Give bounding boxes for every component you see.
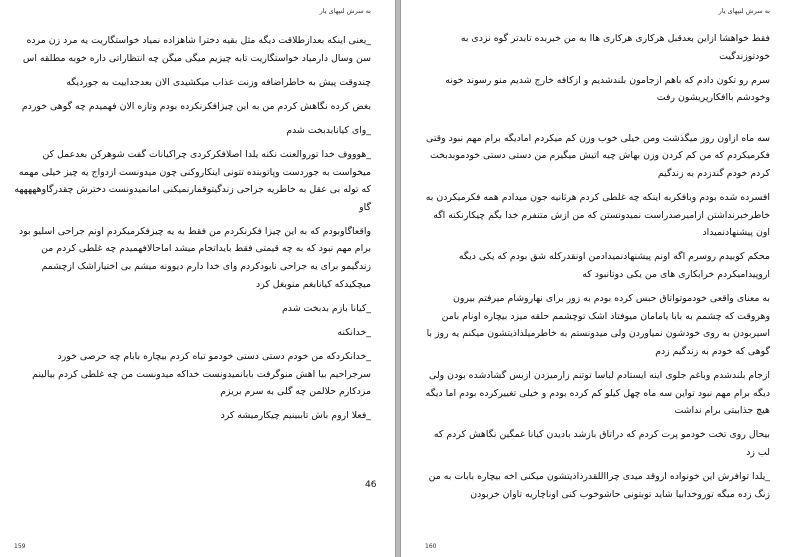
right-page-number: 160	[425, 543, 437, 550]
paragraph: _فعلا اروم باش تاببینیم چیکارمیشه کرد	[220, 410, 371, 422]
right-running-header: به سرش لنپهای یار	[718, 7, 770, 15]
left-page	[0, 0, 396, 557]
paragraph: _خدانکنه	[337, 326, 371, 338]
paragraph: _وای کیانابدبخت شدم	[286, 124, 371, 136]
paragraph: _یعنی اینکه بعدازطلاقت دیگه مثل بقیه دخترا شاهزاده نمیاد خواستگاریت یه مرد زن مرده سن وسال دارمیاد خواستگاریت تابه چیزیم میگی میگن چه انتظاراتی داره خوبه مطلقه اس	[22, 35, 371, 64]
paragraph: _هوووف خدا توروالعنت نکنه یلدا اصلافکرکردی چراکیانات گفت شوهرکن بعدعمل کن میخواست به جوردست وپاتوبنده تتونی اینکاروکنی چون میدونست ازدواج یه چیز خیلی مهمه که توله بی عقل به خاطریه جراحی زندگیتوقمارنمیکنی امانمیدونست دخترش چقدرگاوهههههه گاو	[14, 148, 371, 213]
paragraph: فقط خواهشا ازاین بعدقبل هرکاری هرکاری هاا به من خبربده تابدتر گوه نزدی به خودتوزندگیت	[460, 33, 770, 62]
paragraph: محکم کوبیدم روسرم اگه اونم پیشنهادنمیدادمن اونقدرکله شق بودم که یکی دیگه اروپیدامیکردم خرابکاری های من یکی دوتانبود که	[458, 251, 770, 281]
paragraph: _یلدا توافرش این خونواده اروقد میدی چرااللقدرذاذیتشون میکنی اخه بیچاره بابات به من زنگ زده میگه توروخدابیا شاید توبتونی حاشوخوب کنی اوناچاریه تاوان خربودن	[428, 470, 770, 500]
right-page	[400, 0, 794, 557]
paragraph: سه ماه ازاون روز میگذشت ومن خیلی خوب وزن کم میکردم امادیگه برام مهم نبود وقتی فکرمیکردم که من کم کردن وزن بهاش چیه اتیش میگیرم من دستی دستی خودموبدبخت کردم خودم گندزدم به زندگیم	[426, 132, 770, 180]
paragraph: ازجام بلندشدم وباغم جلوی اینه ایستادم لباسا توتنم زارمیزدن ازبس گشادشده بودن ولی دیگه برام مهم نبود تواین سه ماه چهل کیلو کم کرده بودم و خیلی تغییرکرده بودم اما دیگه هیچ جذابیتی برام نداشت	[425, 370, 770, 417]
paragraph: افسرده شده بودم وبافکربه اینکه چه غلطی کردم هرثانیه جون میدادم همه فکرمیکردن به خاطرخبرنداشتن ازامیرصدراست نمیدونستن که من ازش متنفرم خدا بگم چیکارنکنه اگه اون پیشنهادنمیداد	[425, 192, 770, 239]
right-page-body	[421, 30, 770, 510]
paragraph: بیحال روی تخت خودمو پرت کردم که دراتاق بازشد بادیدن کیانا غمگین نگاهش کردم که لب زد	[433, 429, 770, 458]
left-running-header: به سرش لنپهای یار	[319, 7, 371, 15]
paragraph: به معنای واقعی خودموتواتاق حبس کرده بودم به زور برای نهاروشام میرفتم بیرون وهروقت که چشمم به بابا یامامان میوفتاد اشک توچشمم حلقه میزد بیچاره اونام بامن اسیربودن به روی خودشون نمیاوردن ولی میدونستم به خاطرمیلذاذیتشون میکنم یه روز با گوهی که خودم به زندگیم زدم	[426, 293, 770, 357]
left-page-body	[14, 32, 371, 431]
paragraph: بغض کرده نگاهش کردم من به این چیزافکرنکرده بودم وتازه الان فهمیدم چه گوهی خوردم	[21, 100, 371, 112]
paragraph: واقعاگاوبودم که به این چیزا فکرنکردم من فقط به یه چیزفکرمیکردم اونم جراحی اسلیو بود برام مهم نبود که به چه قیمتی فقط بایداتجام میشد اماحالافهمیدم چه غلطی کردم من زندگیمو برای یه جراحی نابودکردم وای خدا دارم دیوونه میشم بی اختیاراشک ازچشمم میچکیدکه کیانابغم منوبغل کرد	[18, 225, 371, 290]
paragraph: چندوقت پیش به خاطراضافه وزنت عذاب میکشیدی الان بعدجداییت به جوردیگه	[66, 76, 371, 88]
paragraph: سرم رو تکون دادم که باهم ازجامون بلندشدیم و ازکافه خارج شدیم منو رسوند خونه وخودشم باافکارپریشون رفت	[445, 74, 770, 104]
left-page-number: 159	[14, 543, 26, 550]
paragraph: _کیانا بازم بدبخت شدم	[281, 302, 371, 314]
chapter-mark: 46	[365, 480, 377, 490]
paragraph: _خدانکردکه من خودم دستی دستی خودمو تباه کردم بیچاره بابام چه حرصی خورد سرجراحیم بیا اهش منوگرفت بابانمیدونست خداکه میدونست من چه غلطی کردم بیالینم مزدکارم حلالمن چه گلی به سرم بریزم	[32, 350, 371, 398]
